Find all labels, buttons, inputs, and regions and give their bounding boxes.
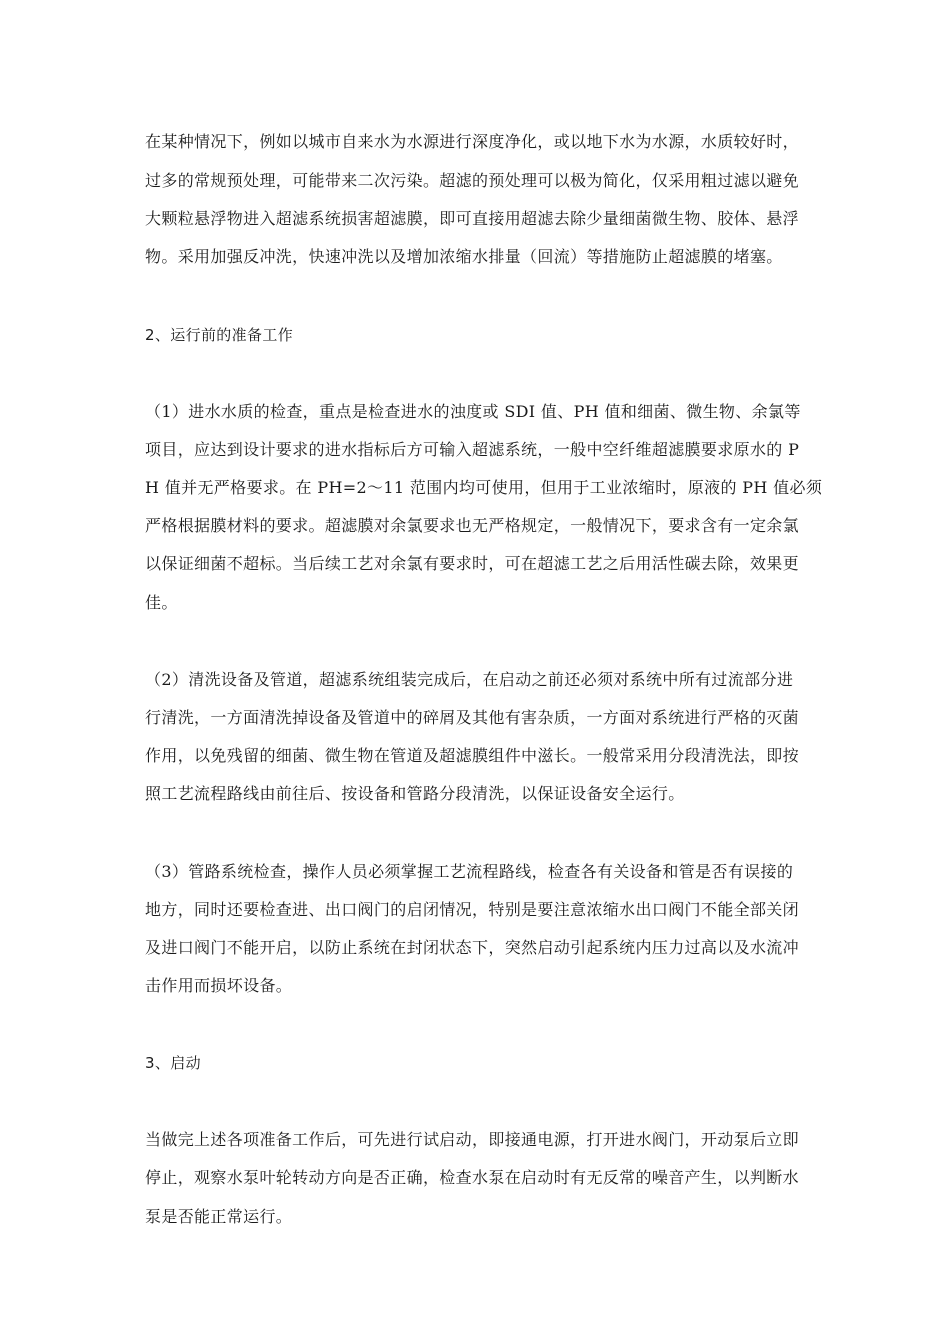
text-line: H 值并无严格要求。在 PH=2～11 范围内均可使用，但用于工业浓缩时，原液的 PH 值必须: [145, 478, 823, 497]
text-line: （2）清洗设备及管道，超滤系统组装完成后，在启动之前还必须对系统中所有过流部分进: [145, 670, 794, 689]
section-heading: 2、运行前的准备工作: [145, 326, 294, 344]
text-line: 佳。: [145, 593, 178, 612]
text-line: 项目，应达到设计要求的进水指标后方可输入超滤系统，一般中空纤维超滤膜要求原水的 P: [145, 440, 800, 459]
text-line: 行清洗，一方面清洗掉设备及管道中的碎屑及其他有害杂质，一方面对系统进行严格的灭菌: [145, 708, 800, 727]
section-heading: 3、启动: [145, 1054, 201, 1072]
text-line: 以保证细菌不超标。当后续工艺对余氯有要求时，可在超滤工艺之后用活性碳去除，效果更: [145, 554, 800, 573]
text-line: （3）管路系统检查，操作人员必须掌握工艺流程路线，检查各有关设备和管是否有误接的: [145, 862, 794, 881]
text-line: 作用，以免残留的细菌、微生物在管道及超滤膜组件中滋长。一般常采用分段清洗法，即按: [145, 746, 800, 765]
text-line: 物。采用加强反冲洗，快速冲洗以及增加浓缩水排量（回流）等措施防止超滤膜的堵塞。: [145, 247, 783, 266]
text-line: 当做完上述各项准备工作后，可先进行试启动，即接通电源，打开进水阀门，开动泵后立即: [145, 1130, 800, 1149]
text-line: （1）进水水质的检查，重点是检查进水的浊度或 SDI 值、PH 值和细菌、微生物、余氯等: [145, 402, 801, 421]
text-line: 过多的常规预处理，可能带来二次污染。超滤的预处理可以极为简化，仅采用粗过滤以避免: [145, 171, 800, 190]
text-line: 停止，观察水泵叶轮转动方向是否正确，检查水泵在启动时有无反常的噪音产生，以判断水: [145, 1168, 800, 1187]
text-line: 在某种情况下，例如以城市自来水为水源进行深度净化，或以地下水为水源，水质较好时，: [145, 132, 800, 151]
text-line: 泵是否能正常运行。: [145, 1207, 293, 1226]
text-line: 严格根据膜材料的要求。超滤膜对余氯要求也无严格规定，一般情况下，要求含有一定余氯: [145, 516, 800, 535]
text-line: 及进口阀门不能开启，以防止系统在封闭状态下，突然启动引起系统内压力过高以及水流冲: [145, 938, 800, 957]
text-line: 击作用而损坏设备。: [145, 976, 293, 995]
text-line: 大颗粒悬浮物进入超滤系统损害超滤膜，即可直接用超滤去除少量细菌微生物、胶体、悬浮: [145, 209, 800, 228]
text-line: 地方，同时还要检查进、出口阀门的启闭情况，特别是要注意浓缩水出口阀门不能全部关闭: [145, 900, 800, 919]
text-line: 照工艺流程路线由前往后、按设备和管路分段清洗，以保证设备安全运行。: [145, 784, 685, 803]
